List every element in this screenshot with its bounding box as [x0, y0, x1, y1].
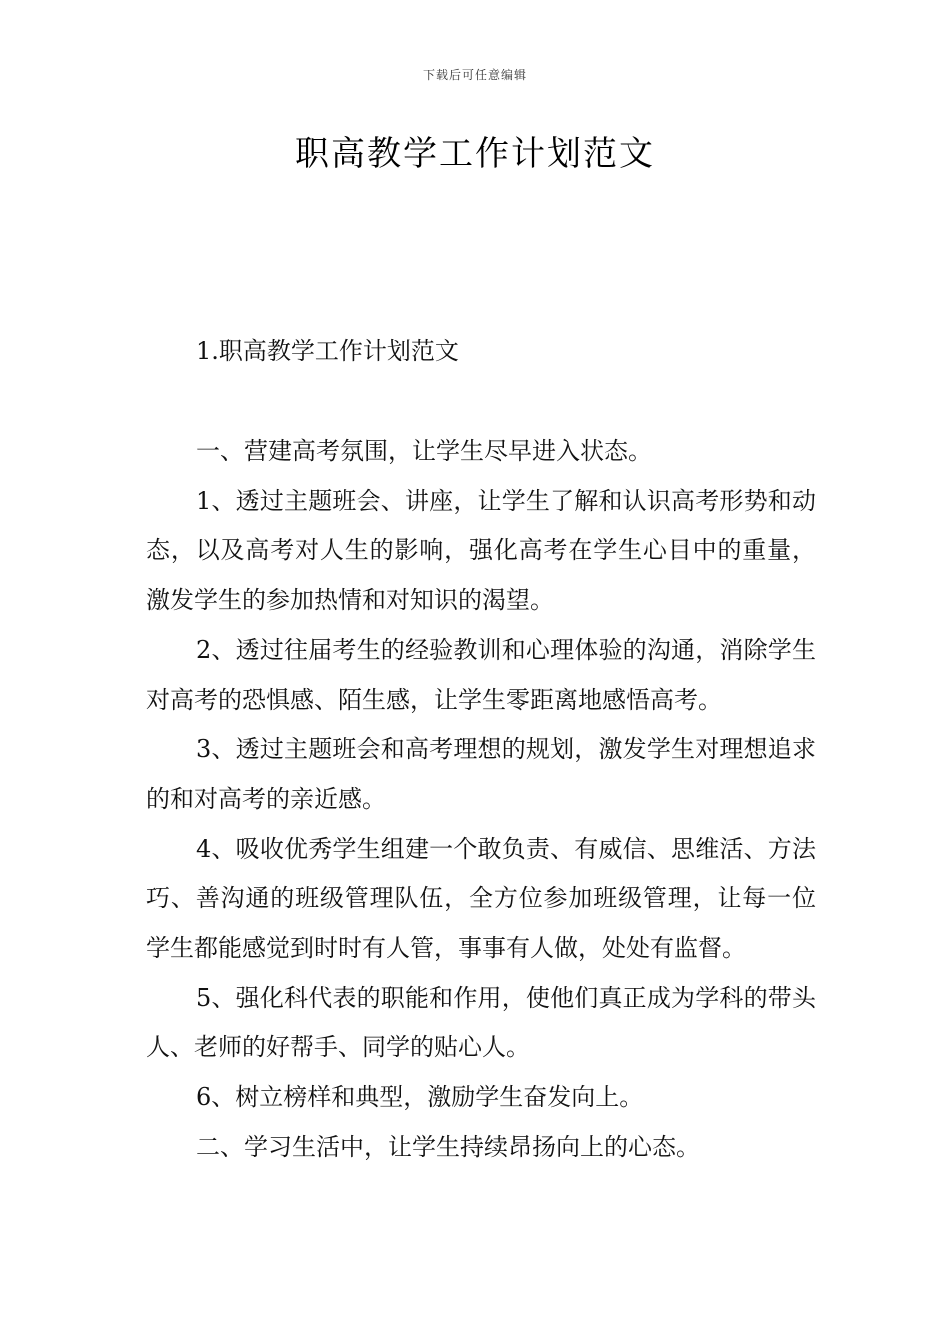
paragraph: 3、透过主题班会和高考理想的规划，激发学生对理想追求的和对高考的亲近感。: [146, 735, 816, 813]
paragraph: 二、学习生活中，让学生持续昂扬向上的心态。: [196, 1132, 700, 1161]
paragraph: 6、树立榜样和典型，激励学生奋发向上。: [196, 1083, 644, 1112]
paragraph: 一、营建高考氛围，让学生尽早进入状态。: [196, 437, 652, 465]
paragraph: 5、强化科代表的职能和作用，使他们真正成为学科的带头人、老师的好帮手、同学的贴心人。: [146, 983, 816, 1062]
paragraph: 1、透过主题班会、讲座，让学生了解和认识高考形势和动态，以及高考对人生的影响，强化高考在学生心目中的重量，激发学生的参加热情和对知识的渴望。: [146, 486, 816, 615]
paragraph: 2、透过往届考生的经验教训和心理体验的沟通，消除学生对高考的恐惧感、陌生感，让学生零距离地感悟高考。: [146, 635, 816, 714]
paragraph: 4、吸收优秀学生组建一个敢负责、有威信、思维活、方法巧、善沟通的班级管理队伍，全方位参加班级管理，让每一位学生都能感觉到时时有人管，事事有人做，处处有监督。: [146, 834, 816, 963]
header-note: 下载后可任意编辑: [422, 68, 527, 82]
section-heading: 1.职高教学工作计划范文: [196, 337, 459, 365]
document-title: 职高教学工作计划范文: [295, 134, 655, 174]
body-text: [146, 427, 816, 1173]
